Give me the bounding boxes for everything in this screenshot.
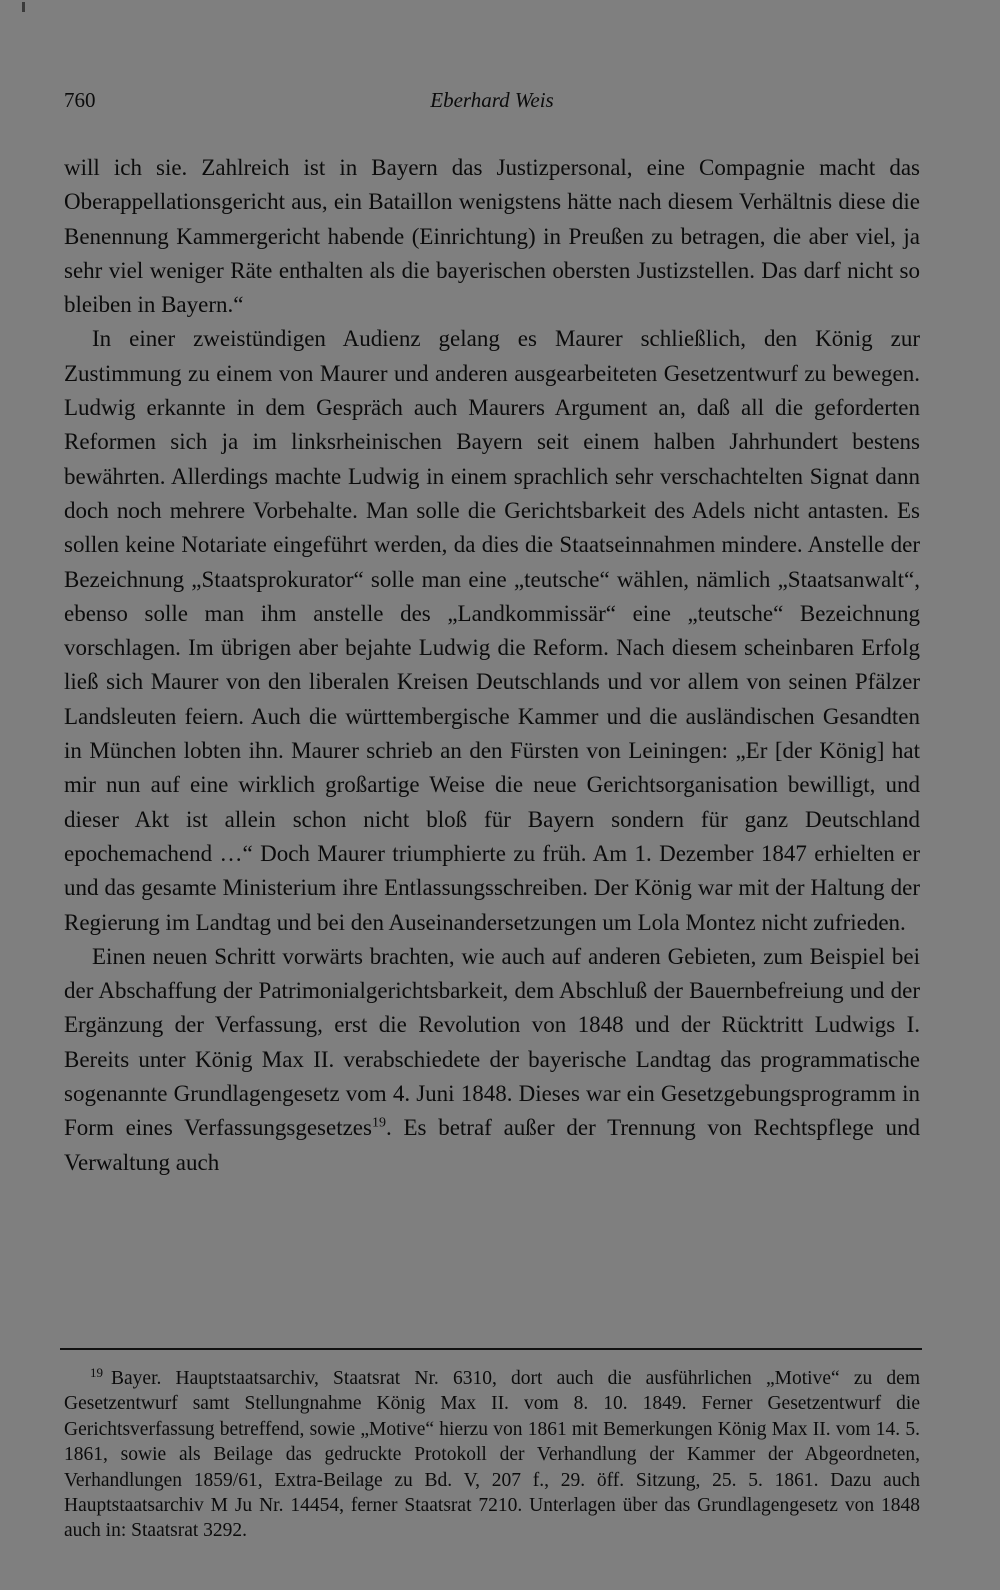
paragraph-continued: will ich sie. Zahlreich ist in Bayern das Justizpersonal, eine Compagnie macht das Oberappellationsgericht aus, ein Bataillon wenigstens hätte nach diesem Verhältnis diese die Benennung Kammergericht habende (Einrichtung) in Preußen zu betragen, die aber viel, ja sehr viel weniger Räte enthalten als die bayerischen obersten Justizstellen. Das darf nicht so bleiben in Bayern.“: [64, 155, 920, 318]
footnote-text: Bayer. Hauptstaatsarchiv, Staatsrat Nr. 6310, dort auch die ausführlichen „Motive“ zu dem Gesetzentwurf samt Stellungnahme König Max II. vom 8. 10. 1849. Ferner Gesetzentwurf die Gerichtsverfassung betreffend, sowie „Motive“ hierzu von 1861 mit Bemerkungen König Max II. vom 14. 5. 1861, sowie als Beilage das gedruckte Protokoll der Verhandlung der Kammer der Abgeordneten, Verhandlungen 1859/61, Extra-Beilage zu Bd. V, 207 f., 29. öff. Sitzung, 25. 5. 1861. Dazu auch Hauptstaatsarchiv M Ju Nr. 14454, ferner Staatsrat 7210. Unterlagen über das Grundlagengesetz von 1848 auch in: Staatsrat 3292.: [64, 1368, 920, 1542]
footnote-reference[interactable]: 19: [371, 1115, 386, 1131]
page-header: [64, 88, 920, 122]
paragraph-revolution-text-end: . Es betraf außer der Trennung von Rechtspflege und Verwaltung auch: [64, 1115, 920, 1175]
paragraph-revolution-text: Einen neuen Schritt vorwärts brachten, wie auch auf anderen Gebieten, zum Beispiel bei der Abschaffung der Patrimonialgerichtsbarkeit, dem Abschluß der Bauernbefreiung und der Ergänzung der Verfassung, erst die Revolution von 1848 und der Rücktritt Ludwigs I. Bereits unter König Max II. verabschiedete der bayerische Landtag das programmatische sogenannte Grundlagengesetz vom 4. Juni 1848. Dieses war ein Gesetzgebungsprogramm in Form eines Verfassungsgesetzes: [64, 943, 920, 1141]
footnotes-section: [64, 1366, 920, 1544]
footnote-19: [64, 1366, 920, 1544]
main-text: [64, 151, 920, 1180]
paragraph-revolution: [64, 940, 920, 1180]
running-head-author: Eberhard Weis: [430, 88, 554, 112]
scan-artifact-mark: [22, 2, 25, 12]
page-number: 760: [64, 88, 96, 112]
footnote-divider: [60, 1348, 922, 1350]
paragraph-audienz: In einer zweistündigen Audienz gelang es Maurer schließlich, den König zur Zustimmung zu einem von Maurer und anderen ausgearbeiteten Gesetzentwurf zu bewegen. Ludwig erkannte in dem Gespräch auch Maurers Argument an, daß all die geforderten Reformen sich ja im linksrheinischen Bayern seit einem halben Jahrhundert bestens bewährten. Allerdings machte Ludwig in einem sprachlich sehr verschachtelten Signat dann doch noch mehrere Vorbehalte. Man solle die Gerichtsbarkeit des Adels nicht antasten. Es sollen keine Notariate eingeführt werden, da dies die Staatseinnahmen mindere. Anstelle der Bezeichnung „Staatsprokurator“ solle man eine „teutsche“ wählen, nämlich „Staatsanwalt“, ebenso solle man ihm anstelle des „Landkommissär“ eine „teutsche“ Bezeichnung vorschlagen. Im übrigen aber bejahte Ludwig die Reform. Nach diesem scheinbaren Erfolg ließ sich Maurer von den liberalen Kreisen Deutschlands und vor allem von seinen Pfälzer Landsleuten feiern. Auch die württembergische Kammer und die ausländischen Gesandten in München lobten ihn. Maurer schrieb an den Fürsten von Leiningen: „Er [der König] hat mir nun auf eine wirklich großartige Weise die neue Gerichtsorganisation bewilligt, und dieser Akt ist allein schon nicht bloß für Bayern sondern für ganz Deutschland epochemachend …“ Doch Maurer triumphierte zu früh. Am 1. Dezember 1847 erhielten er und das gesamte Ministerium ihre Entlassungsschreiben. Der König war mit der Haltung der Regierung im Landtag und bei den Auseinandersetzungen um Lola Montez nicht zufrieden.: [64, 326, 920, 935]
footnote-marker: 19: [90, 1364, 103, 1380]
